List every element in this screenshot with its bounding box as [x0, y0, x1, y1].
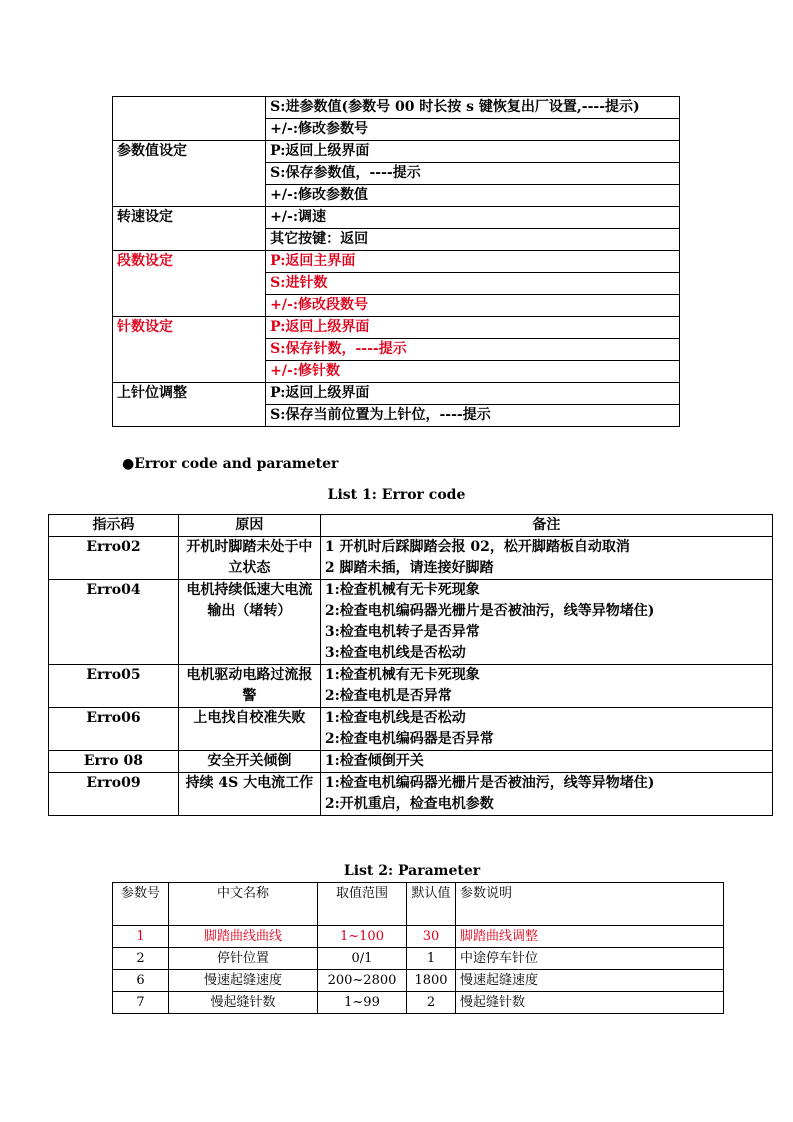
header-cell: 默认值 — [407, 883, 456, 926]
note-line: 1:检查电机线是否松动 — [324, 710, 466, 726]
section-heading: ●Error code and parameter — [122, 456, 339, 472]
param-no-cell: 1 — [113, 926, 169, 948]
table-row — [49, 537, 773, 580]
error-reason-cell: 电机持续低速大电流输出（堵转） — [178, 580, 320, 665]
note-line: 2:检查电机编码器光栅片是否被油污，线等异物堵住) — [324, 603, 655, 619]
table-row — [113, 992, 724, 1014]
list2-title: List 2: Parameter — [343, 863, 481, 879]
key-action-cell: S:保存参数值，----提示 — [266, 163, 680, 185]
key-label-cell: 上针位调整 — [113, 383, 266, 427]
note-line: 1:检查电机编码器光栅片是否被油污，线等异物堵住) — [324, 775, 655, 791]
error-notes-cell — [320, 537, 772, 580]
key-action-cell: S:进参数值(参数号 00 时长按 s 键恢复出厂设置,----提示) — [266, 97, 680, 119]
param-desc-cell: 中途停车针位 — [456, 948, 724, 970]
error-notes-cell — [320, 751, 772, 773]
key-action-cell: P:返回主界面 — [266, 251, 680, 273]
header-cell: 中文名称 — [169, 883, 318, 926]
error-code-cell: Erro06 — [49, 708, 179, 751]
key-label-cell — [113, 97, 266, 141]
param-range-cell: 0/1 — [318, 948, 407, 970]
error-notes-cell — [320, 665, 772, 708]
key-label-cell: 段数设定 — [113, 251, 266, 317]
param-name-cell: 慢速起缝速度 — [169, 970, 318, 992]
error-reason-cell: 开机时脚踏未处于中立状态 — [178, 537, 320, 580]
param-no-cell: 2 — [113, 948, 169, 970]
table-header-row — [113, 883, 724, 926]
table-row — [113, 207, 680, 229]
param-range-cell: 1~100 — [318, 926, 407, 948]
key-label-cell: 参数值设定 — [113, 141, 266, 207]
note-line: 1:检查机械有无卡死现象 — [324, 667, 480, 683]
key-action-cell: S:保存当前位置为上针位，----提示 — [266, 405, 680, 427]
error-code-table — [48, 514, 773, 816]
note-line: 1 开机时后踩脚踏会报 02，松开脚踏板自动取消 — [324, 539, 630, 555]
error-notes-cell — [320, 773, 772, 816]
param-default-cell: 2 — [407, 992, 456, 1014]
key-action-cell: +/-:调速 — [266, 207, 680, 229]
param-range-cell: 200~2800 — [318, 970, 407, 992]
note-line: 1:检查倾倒开关 — [324, 753, 424, 769]
param-desc-cell: 脚踏曲线调整 — [456, 926, 724, 948]
param-range-cell: 1~99 — [318, 992, 407, 1014]
header-cell: 参数号 — [113, 883, 169, 926]
table-row — [113, 251, 680, 273]
table-row — [113, 948, 724, 970]
parameter-table — [112, 882, 724, 1014]
table-row — [49, 708, 773, 751]
note-line: 2 脚踏未插，请连接好脚踏 — [324, 560, 494, 576]
key-action-cell: P:返回上级界面 — [266, 383, 680, 405]
key-action-cell: +/-:修改段数号 — [266, 295, 680, 317]
header-cell: 备注 — [320, 515, 772, 537]
table-row — [113, 141, 680, 163]
table-row — [113, 926, 724, 948]
error-code-cell: Erro02 — [49, 537, 179, 580]
error-code-cell: Erro05 — [49, 665, 179, 708]
param-desc-cell: 慢起缝针数 — [456, 992, 724, 1014]
key-action-cell: P:返回上级界面 — [266, 141, 680, 163]
param-default-cell: 1 — [407, 948, 456, 970]
table-row — [113, 317, 680, 339]
key-action-cell: 其它按键：返回 — [266, 229, 680, 251]
header-cell: 取值范围 — [318, 883, 407, 926]
table-row — [113, 970, 724, 992]
param-no-cell: 6 — [113, 970, 169, 992]
error-reason-cell: 持续 4S 大电流工作 — [178, 773, 320, 816]
table-row — [49, 751, 773, 773]
note-line: 2:开机重启，检查电机参数 — [324, 796, 494, 812]
key-label-cell: 针数设定 — [113, 317, 266, 383]
table-row — [49, 580, 773, 665]
table-row — [49, 773, 773, 816]
param-no-cell: 7 — [113, 992, 169, 1014]
error-notes-cell — [320, 580, 772, 665]
list1-title: List 1: Error code — [327, 487, 466, 503]
error-code-cell: Erro09 — [49, 773, 179, 816]
note-line: 2:检查电机编码器是否异常 — [324, 731, 494, 747]
key-action-cell: S:保存针数，----提示 — [266, 339, 680, 361]
error-code-cell: Erro04 — [49, 580, 179, 665]
table-header-row — [49, 515, 773, 537]
key-action-cell: +/-:修改参数号 — [266, 119, 680, 141]
key-action-cell: +/-:修改参数值 — [266, 185, 680, 207]
note-line: 1:检查机械有无卡死现象 — [324, 582, 480, 598]
table-row — [113, 97, 680, 119]
param-name-cell: 脚踏曲线曲线 — [169, 926, 318, 948]
key-function-table — [112, 96, 680, 427]
header-cell: 原因 — [178, 515, 320, 537]
note-line: 2:检查电机是否异常 — [324, 688, 452, 704]
table-row — [49, 665, 773, 708]
key-action-cell: P:返回上级界面 — [266, 317, 680, 339]
header-cell: 指示码 — [49, 515, 179, 537]
error-reason-cell: 上电找自校准失败 — [178, 708, 320, 751]
header-cell: 参数说明 — [456, 883, 724, 926]
error-code-cell: Erro 08 — [49, 751, 179, 773]
note-line: 3:检查电机线是否松动 — [324, 645, 466, 661]
error-reason-cell: 电机驱动电路过流报警 — [178, 665, 320, 708]
param-default-cell: 30 — [407, 926, 456, 948]
param-name-cell: 停针位置 — [169, 948, 318, 970]
table-row — [113, 383, 680, 405]
key-action-cell: +/-:修针数 — [266, 361, 680, 383]
param-desc-cell: 慢速起缝速度 — [456, 970, 724, 992]
error-reason-cell: 安全开关倾倒 — [178, 751, 320, 773]
key-label-cell: 转速设定 — [113, 207, 266, 251]
note-line: 3:检查电机转子是否异常 — [324, 624, 480, 640]
param-name-cell: 慢起缝针数 — [169, 992, 318, 1014]
param-default-cell: 1800 — [407, 970, 456, 992]
key-action-cell: S:进针数 — [266, 273, 680, 295]
error-notes-cell — [320, 708, 772, 751]
